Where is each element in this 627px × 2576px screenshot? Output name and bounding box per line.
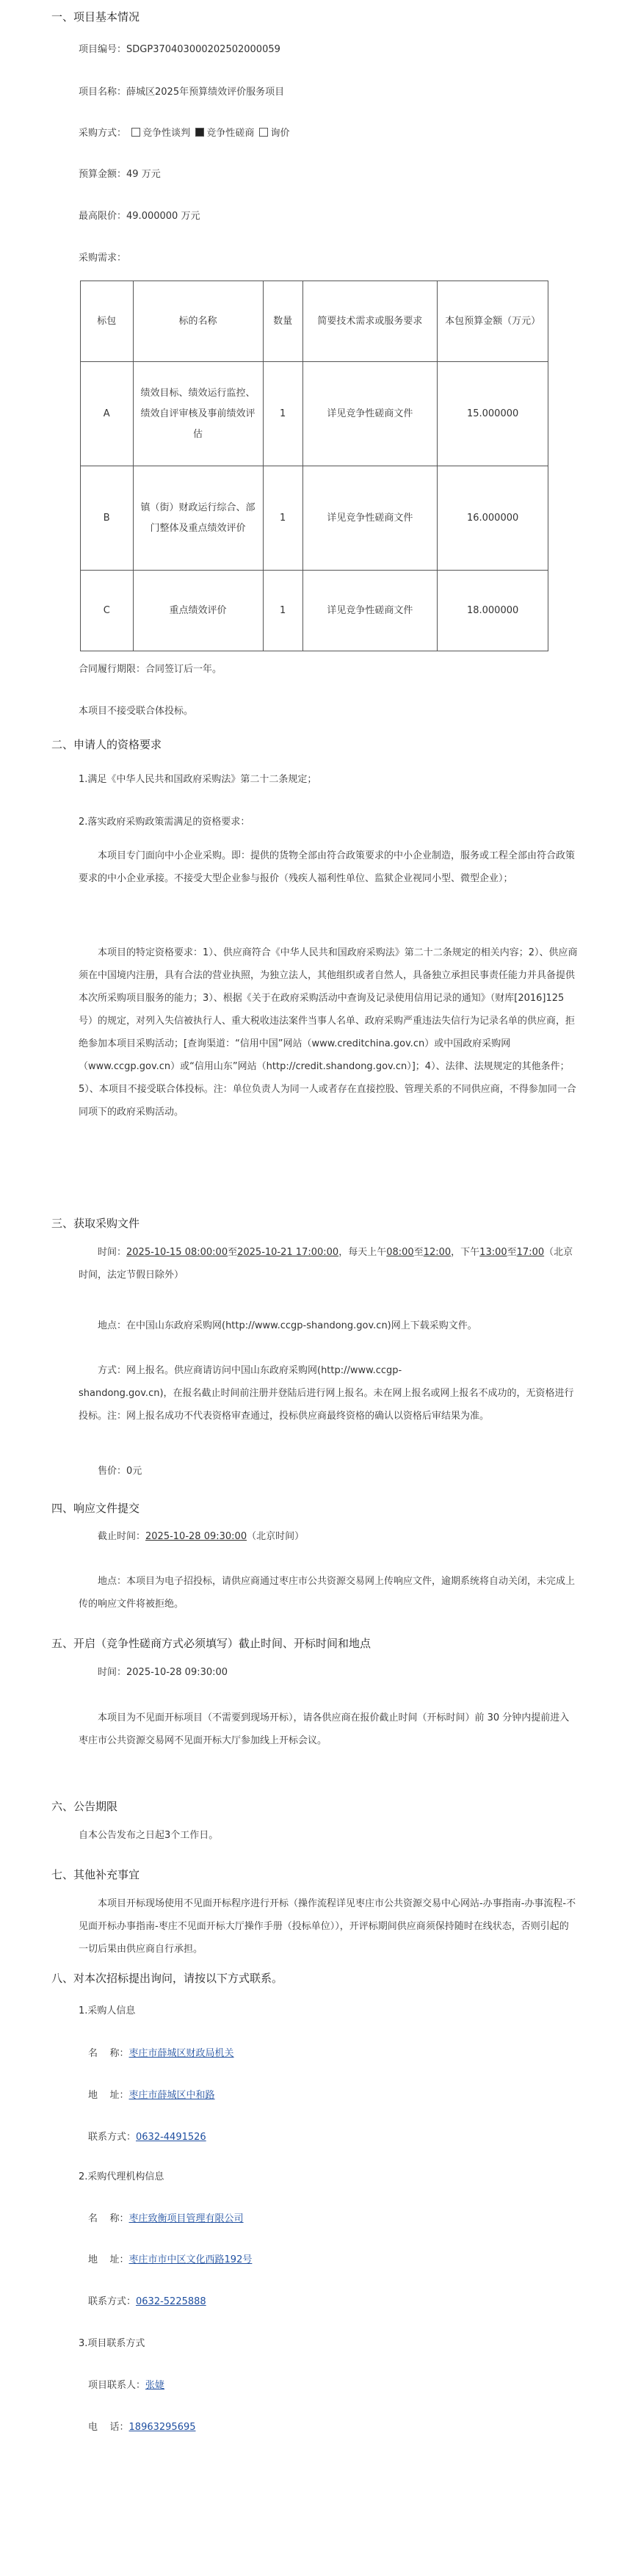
requirements-label: 采购需求：	[79, 253, 127, 264]
cell-budget: 15.000000	[438, 362, 548, 466]
document-price: 售价：0元	[98, 1466, 142, 1477]
section-2-heading: 二、申请人的资格要求	[51, 738, 162, 751]
table-header-row	[81, 281, 548, 362]
cell-budget: 18.000000	[438, 571, 548, 651]
contact-person-label: 项目联系人：	[88, 2380, 146, 2391]
end-time: 2025-10-21 17:00:00	[237, 1247, 339, 1258]
purchaser-address-value: 枣庄市薛城区中和路	[128, 2090, 215, 2101]
timezone-note: （北京时间，法定节假日除外）	[79, 1247, 573, 1281]
pm-to-text: 至	[507, 1247, 517, 1258]
contract-term: 合同履行期限：合同签订后一年。	[79, 664, 222, 675]
table-row	[81, 466, 548, 571]
acquisition-place: 地点：在中国山东政府采购网(http://www.ccgp-shandong.gov.cn)网上下载采购文件。	[98, 1320, 477, 1331]
agency-name	[88, 2210, 244, 2224]
project-code-value: SDGP370403000202502000059	[126, 44, 280, 55]
cell-quantity: 1	[263, 571, 302, 651]
project-contact-person	[88, 2377, 164, 2391]
checkbox-icon	[131, 128, 140, 137]
header-item-name: 标的名称	[133, 281, 263, 362]
pm-start: 13:00	[479, 1247, 507, 1258]
section-6-heading: 六、公告期限	[51, 1800, 118, 1813]
purchaser-name	[88, 2045, 234, 2059]
project-contact-title: 3.项目联系方式	[79, 2338, 145, 2349]
acquisition-time	[79, 1241, 578, 1287]
procurement-method	[79, 125, 289, 139]
cell-package: C	[81, 571, 134, 651]
checkbox-checked-icon	[195, 128, 204, 137]
deadline-label: 截止时间：	[98, 1531, 146, 1542]
section-1-heading: 一、项目基本情况	[51, 10, 140, 23]
purchaser-title: 1.采购人信息	[79, 2005, 136, 2016]
section-8-heading: 八、对本次招标提出询问，请按以下方式联系。	[51, 1972, 283, 1985]
opening-paragraph: 本项目为不见面开标项目（不需要到现场开标），请各供应商在报价截止时间（开标时间）前 30 分钟内提前进入枣庄市公共资源交易网不见面开标大厅参加线上开标会议。	[79, 1712, 570, 1746]
cell-requirements: 详见竞争性磋商文件	[302, 466, 438, 571]
cell-item-name: 镇（街）财政运行综合、部门整体及重点绩效评价	[133, 466, 263, 571]
cell-requirements: 详见竞争性磋商文件	[302, 571, 438, 651]
cell-item-name: 重点绩效评价	[133, 571, 263, 651]
deadline-timezone: （北京时间）	[247, 1531, 305, 1542]
contact-person-value: 张婕	[145, 2380, 165, 2391]
am-to-text: 至	[413, 1247, 424, 1258]
method-option-inquiry: 询价	[270, 128, 290, 139]
cell-requirements: 详见竞争性磋商文件	[302, 362, 438, 466]
purchaser-contact	[88, 2129, 206, 2143]
pm-label: ，下午	[451, 1247, 480, 1258]
project-name-value: 薛城区2025年预算绩效评价服务项目	[126, 87, 285, 98]
supplementary-paragraph: 本项目开标现场使用不见面开标程序进行开标（操作流程详见枣庄市公共资源交易中心网站-办事指南-办事流程-不见面开标办事指南-枣庄不见面开标大厅操作手册（投标单位）），开评标期间供应商须保持随时在线状态，否则引起的一切后果由供应商自行承担。	[79, 1898, 576, 1955]
agency-address	[88, 2251, 252, 2265]
project-code	[79, 41, 280, 55]
cell-quantity: 1	[263, 466, 302, 571]
agency-contact-value: 0632-5225888	[136, 2296, 206, 2307]
start-time: 2025-10-15 08:00:00	[126, 1247, 228, 1258]
section-3-heading: 三、获取采购文件	[51, 1217, 140, 1230]
joint-bid-note: 本项目不接受联合体投标。	[79, 706, 194, 717]
to-text: 至	[228, 1247, 238, 1258]
acquisition-method-rest: shandong.gov.cn)，在报名截止时间前注册并登陆后进行网上报名。未在网上报名或网上报名不成功的，无资格进行投标。注：网上报名成功不代表资格审查通过，投标供应商最终资格的确认以资格后审结果为准。	[79, 1388, 574, 1422]
section-5-heading: 五、开启（竞争性磋商方式必须填写）截止时间、开标时间和地点	[51, 1637, 372, 1650]
notice-period: 自本公告发布之日起3个工作日。	[79, 1830, 219, 1841]
project-contact-phone	[88, 2419, 196, 2433]
contact-phone-label: 电 话：	[88, 2422, 129, 2433]
max-price-value: 49.000000 万元	[126, 211, 200, 222]
project-code-label: 项目编号：	[79, 44, 127, 55]
header-requirements: 简要技术需求或服务要求	[302, 281, 438, 362]
cell-package: A	[81, 362, 134, 466]
header-quantity: 数量	[263, 281, 302, 362]
agency-name-label: 名 称：	[88, 2213, 129, 2224]
am-start: 08:00	[386, 1247, 414, 1258]
project-name-label: 项目名称：	[79, 87, 127, 98]
max-price-label: 最高限价：	[79, 211, 127, 222]
specific-qualification-paragraph: 本项目的特定资格要求：1）、供应商符合《中华人民共和国政府采购法》第二十二条规定的相关内容；2）、供应商须在中国境内注册，具有合法的营业执照，为独立法人，其他组织或者自然人，具备独立承担民事责任能力并具备提供本次所采购项目服务的能力；3）、根据《关于在政府采购活动中查询及记录使用信用记录的通知》（财库[2016]125 号）的规定，对列入失信被执行人、重大税收违法案件当事人名单、政府采购严重违法失信行为记录名单的供应商，拒绝参加本项目采购活动；[查询渠道：“信用中国”网站（www.creditchina.gov.cn）或中国政府采购网（www.ccgp.gov.cn）或“信用山东”网站（http://credit.shandong.gov.cn）]；4）、法律、法规规定的其他条件；5）、本项目不接受联合体投标。注：单位负责人为同一人或者存在直接控股、管理关系的不同供应商，不得参加同一合同项下的政府采购活动。	[79, 947, 578, 1118]
deadline-value: 2025-10-28 09:30:00	[145, 1531, 247, 1542]
opening-time: 时间：2025-10-28 09:30:00	[98, 1667, 228, 1678]
daily-am-label: ，每天上午	[338, 1247, 387, 1258]
agency-contact	[88, 2293, 206, 2307]
table-row	[81, 571, 548, 651]
purchaser-contact-value: 0632-4491526	[136, 2132, 206, 2143]
contact-phone-value: 18963295695	[128, 2422, 196, 2433]
section-4-heading: 四、响应文件提交	[51, 1502, 140, 1515]
cell-quantity: 1	[263, 362, 302, 466]
purchaser-contact-label: 联系方式：	[88, 2132, 137, 2143]
agency-address-label: 地 址：	[88, 2254, 129, 2265]
agency-name-value: 枣庄致衡项目管理有限公司	[128, 2213, 244, 2224]
budget	[79, 166, 161, 180]
procurement-table	[80, 281, 548, 651]
header-package: 标包	[81, 281, 134, 362]
time-label: 时间：	[98, 1247, 127, 1258]
sme-policy-paragraph: 本项目专门面向中小企业采购。即：提供的货物全部由符合政策要求的中小企业制造，服务或工程全部由符合政策要求的中小企业承接。不接受大型企业参与报价（残疾人福利性单位、监狱企业视同小型、微型企业）；	[79, 850, 576, 884]
method-option-negotiation: 竞争性谈判	[142, 128, 191, 139]
purchaser-address	[88, 2087, 215, 2101]
agency-address-value: 枣庄市市中区文化西路192号	[128, 2254, 253, 2265]
checkbox-icon	[259, 128, 268, 137]
purchaser-name-value: 枣庄市薛城区财政局机关	[128, 2048, 234, 2059]
project-name	[79, 84, 284, 98]
purchaser-address-label: 地 址：	[88, 2090, 129, 2101]
acquisition-method-line1: 方式：网上报名。供应商请访问中国山东政府采购网(http://www.ccgp-	[98, 1365, 402, 1376]
budget-value: 49 万元	[126, 169, 161, 180]
submission-place: 地点：本项目为电子招投标，请供应商通过枣庄市公共资源交易网上传响应文件，逾期系统将自动关闭，未完成上传的响应文件将被拒绝。	[79, 1576, 576, 1610]
max-price	[79, 208, 200, 222]
cell-package: B	[81, 466, 134, 571]
purchaser-name-label: 名 称：	[88, 2048, 129, 2059]
am-end: 12:00	[423, 1247, 452, 1258]
agency-title: 2.采购代理机构信息	[79, 2171, 164, 2182]
method-label: 采购方式：	[79, 128, 127, 139]
header-budget: 本包预算金额（万元）	[438, 281, 548, 362]
method-option-consultation: 竞争性磋商	[206, 128, 255, 139]
cell-budget: 16.000000	[438, 466, 548, 571]
section-7-heading: 七、其他补充事宜	[51, 1868, 140, 1881]
qualification-item-1: 1.满足《中华人民共和国政府采购法》第二十二条规定；	[79, 774, 317, 785]
submission-deadline	[79, 1525, 578, 1548]
agency-contact-label: 联系方式：	[88, 2296, 137, 2307]
cell-item-name: 绩效目标、绩效运行监控、绩效自评审核及事前绩效评估	[133, 362, 263, 466]
budget-label: 预算金额：	[79, 169, 127, 180]
table-row	[81, 362, 548, 466]
pm-end: 17:00	[516, 1247, 545, 1258]
qualification-item-2: 2.落实政府采购政策需满足的资格要求：	[79, 817, 250, 828]
